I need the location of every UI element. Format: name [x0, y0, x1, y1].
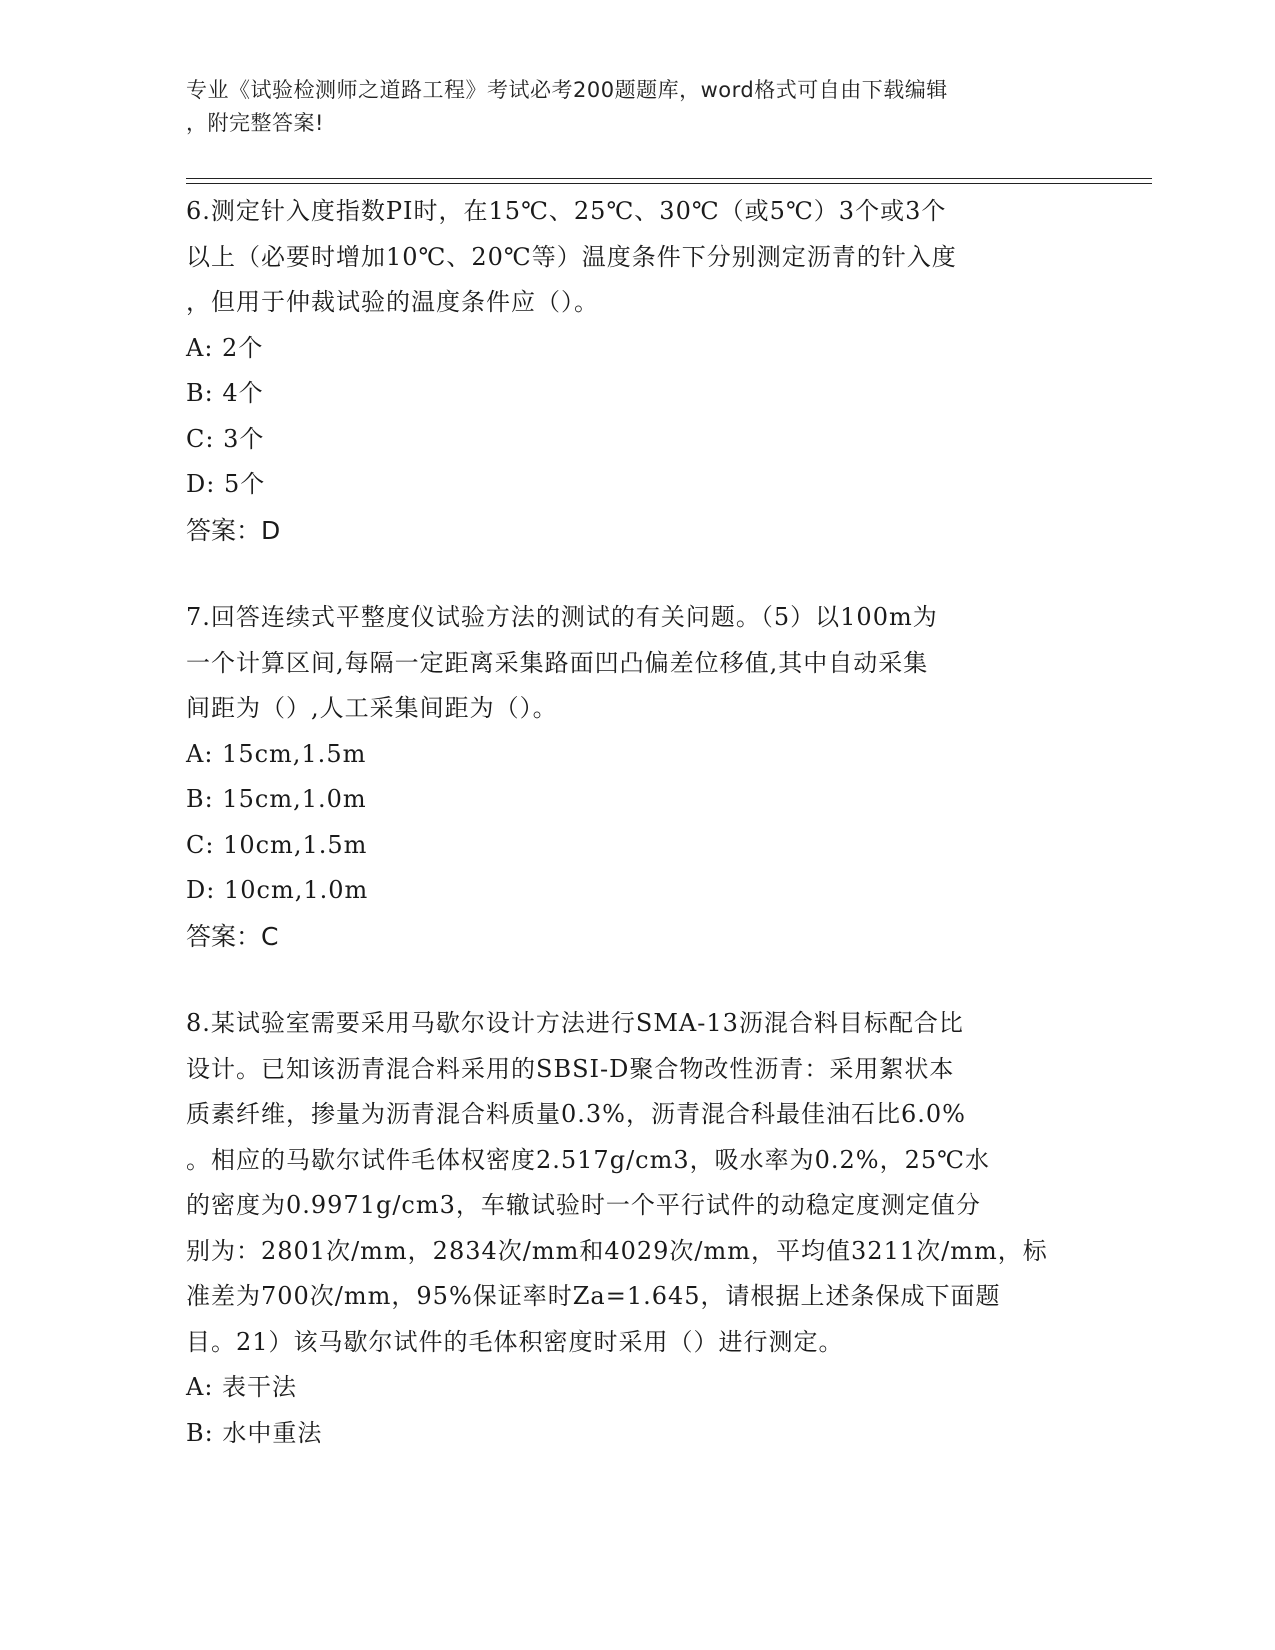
question-text-line: 目。21）该马歇尔试件的毛体积密度时采用（）进行测定。: [186, 1327, 844, 1356]
option-a: A: 2个: [186, 333, 264, 362]
question-text-line: 别为：2801次/mm，2834次/mm和4029次/mm，平均值3211次/mm，标: [186, 1236, 1048, 1265]
option-b: B: 水中重法: [186, 1418, 323, 1447]
option-a: A: 15cm,1.5m: [186, 739, 367, 768]
page-header: [186, 74, 1066, 140]
option-d: D: 10cm,1.0m: [186, 876, 369, 904]
option-c: C: 3个: [186, 424, 265, 453]
answer-text: 答案：C: [186, 921, 279, 951]
question-text-line: 设计。已知该沥青混合料采用的SBSI-D聚合物改性沥青：采用絮状本: [186, 1054, 955, 1083]
question-text-line: 6.测定针入度指数PI时，在15℃、25℃、30℃（或5℃）3个或3个: [186, 197, 947, 225]
header-divider-top: [186, 178, 1152, 179]
question-text-line: 8.某试验室需要采用马歇尔设计方法进行SMA-13沥混合料目标配合比: [186, 1009, 964, 1037]
option-d: D: 5个: [186, 470, 266, 498]
question-text-line: 的密度为0.9971g/cm3，车辙试验时一个平行试件的动稳定度测定值分: [186, 1191, 981, 1219]
question-spacer: [186, 553, 1086, 595]
option-b: B: 15cm,1.0m: [186, 785, 367, 813]
header-divider-bottom: [186, 183, 1152, 184]
question-block: [186, 595, 1086, 959]
option-c: C: 10cm,1.5m: [186, 830, 368, 859]
option-b: B: 4个: [186, 379, 264, 407]
question-text-line: 以上（必要时增加10℃、20℃等）温度条件下分别测定沥青的针入度: [186, 242, 957, 271]
header-line-2: ，附完整答案!: [186, 111, 324, 135]
question-block: [186, 189, 1086, 553]
question-text-line: ，但用于仲裁试验的温度条件应（）。: [186, 288, 599, 316]
question-text-line: 间距为（）,人工采集间距为（）。: [186, 694, 558, 722]
question-text-line: 一个计算区间,每隔一定距离采集路面凹凸偏差位移值,其中自动采集: [186, 648, 929, 677]
question-text-line: 质素纤维，掺量为沥青混合料质量0.3%，沥青混合科最佳油石比6.0%: [186, 1100, 966, 1128]
question-text-line: 7.回答连续式平整度仪试验方法的测试的有关问题。（5）以100m为: [186, 603, 938, 631]
question-block: [186, 1001, 1086, 1456]
question-list: [186, 189, 1086, 1456]
option-a: A: 表干法: [186, 1373, 298, 1401]
question-text-line: 。相应的马歇尔试件毛体权密度2.517g/cm3，吸水率为0.2%，25℃水: [186, 1145, 990, 1174]
header-line-1: 专业《试验检测师之道路工程》考试必考200题题库，word格式可自由下载编辑: [186, 78, 948, 102]
answer-text: 答案：D: [186, 515, 281, 545]
question-text-line: 准差为700次/mm，95%保证率时Za=1.645，请根据上述条保成下面题: [186, 1282, 1001, 1310]
question-spacer: [186, 959, 1086, 1001]
